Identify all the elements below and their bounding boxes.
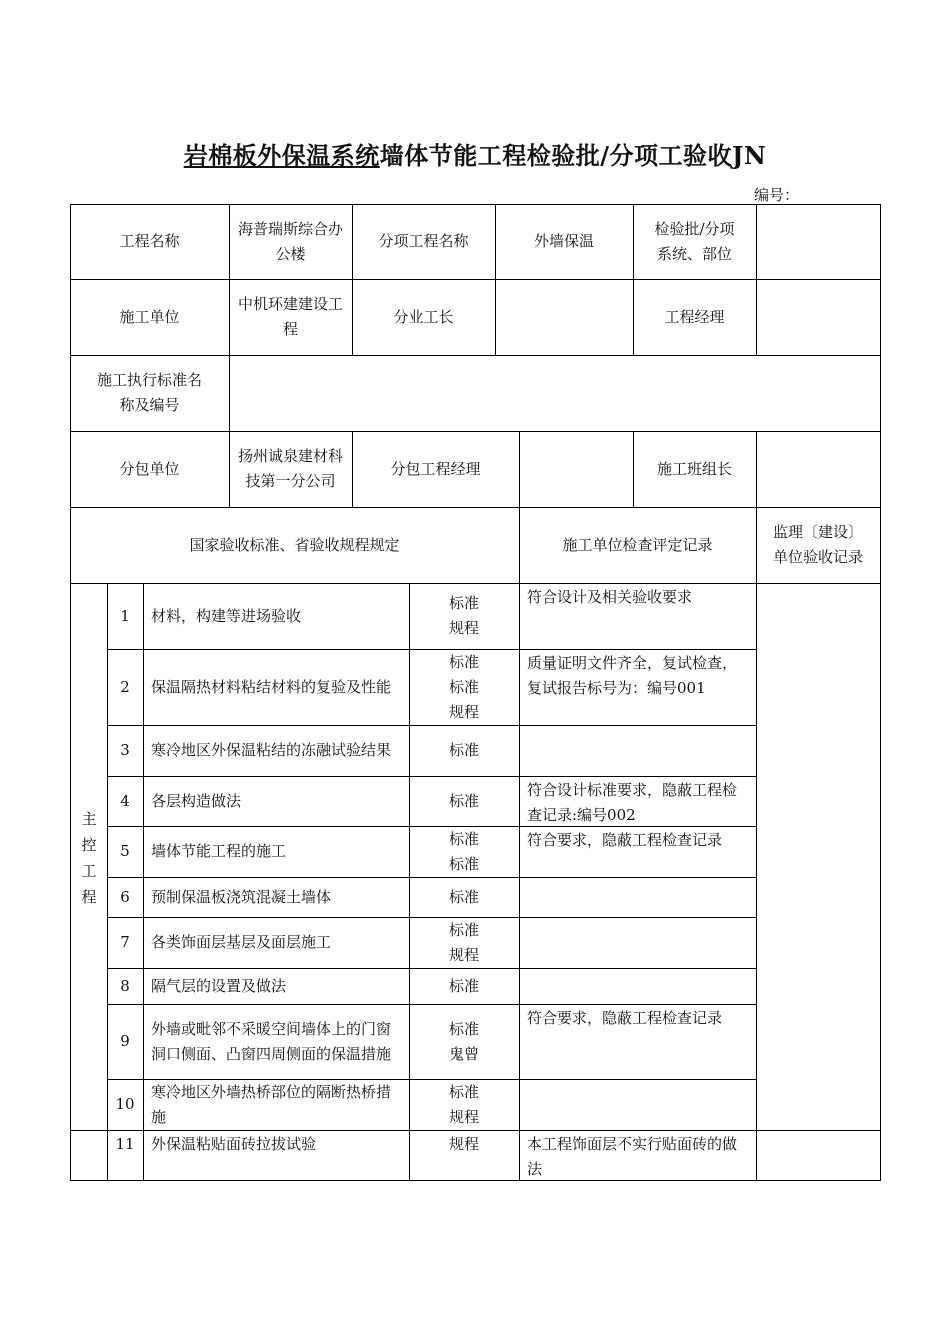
item-description: 保温隔热材料粘结材料的复验及性能 bbox=[151, 677, 392, 696]
page-title bbox=[0, 136, 950, 171]
item-supervisor-record[interactable] bbox=[756, 826, 880, 877]
item-description: 各层构造做法 bbox=[151, 791, 242, 810]
item-basis: 标准 bbox=[448, 887, 479, 906]
item-description: 隔气层的设置及做法 bbox=[151, 976, 287, 995]
item-number: 2 bbox=[120, 677, 130, 696]
item-number: 6 bbox=[120, 887, 130, 906]
item-description: 墙体节能工程的施工 bbox=[151, 842, 287, 860]
item-supervisor-record[interactable] bbox=[756, 649, 880, 725]
item-number: 5 bbox=[120, 842, 130, 860]
subcontractor-label: 分包单位 bbox=[119, 459, 180, 478]
foreman-label: 分业工长 bbox=[393, 307, 454, 326]
item-description: 寒冷地区外墙热桥部位的隔断热桥措施 bbox=[151, 1082, 392, 1126]
project-manager-label: 工程经理 bbox=[664, 307, 725, 326]
item-number: 8 bbox=[120, 976, 130, 995]
item-supervisor-record[interactable] bbox=[756, 776, 880, 826]
item-supervisor-record[interactable] bbox=[756, 968, 880, 1004]
item-basis: 标准 鬼曾 bbox=[448, 1019, 479, 1063]
item-supervisor-record[interactable] bbox=[756, 917, 880, 968]
standard-value[interactable] bbox=[229, 355, 880, 431]
item-record bbox=[519, 725, 756, 776]
item-record bbox=[519, 917, 756, 968]
standard-label: 施工执行标准名称及编号 bbox=[96, 371, 202, 414]
item-number: 9 bbox=[120, 1032, 130, 1050]
project-manager-value[interactable] bbox=[756, 279, 880, 355]
item-record bbox=[519, 877, 756, 917]
item-supervisor-record[interactable] bbox=[756, 1079, 880, 1130]
item-record: 符合要求，隐蔽工程检查记录 bbox=[527, 1009, 723, 1027]
project-name-value: 海普瑞斯综合办公楼 bbox=[237, 219, 343, 263]
item-description: 寒冷地区外保温粘结的冻融试验结果 bbox=[151, 741, 392, 759]
item-basis: 标准 bbox=[448, 976, 479, 995]
item-basis: 标准 规程 bbox=[448, 1082, 479, 1126]
item-record: 符合设计标准要求，隐蔽工程检查记录:编号002 bbox=[527, 781, 738, 824]
sub-manager-value[interactable] bbox=[519, 431, 633, 507]
subcontractor-value: 扬州诚泉建材科技第一分公司 bbox=[237, 447, 343, 490]
group-label-main-control: 主 控 工 程 bbox=[81, 810, 97, 906]
item-record bbox=[519, 968, 756, 1004]
item-record: 本工程饰面层不实行贴面砖的做法 bbox=[527, 1135, 738, 1178]
title-rest: 墙体节能工程检验批/分项工验收JN bbox=[379, 141, 767, 170]
title-underlined: 岩棉板外保温系统 bbox=[183, 141, 380, 170]
item-basis: 标准 标准 规程 bbox=[448, 652, 479, 721]
item-supervisor-record[interactable] bbox=[756, 1004, 880, 1079]
item-record: 符合设计及相关验收要求 bbox=[527, 588, 693, 606]
item-description: 各类饰面层基层及面层施工 bbox=[151, 933, 332, 951]
inspection-batch-label: 检验批/分项系统、部位 bbox=[654, 219, 735, 263]
column-contractor-record: 施工单位检查评定记录 bbox=[562, 535, 713, 554]
item-supervisor-record[interactable] bbox=[756, 725, 880, 776]
item-basis: 标准 规程 bbox=[448, 920, 479, 964]
item-description: 材料，构建等进场验收 bbox=[151, 606, 302, 625]
item-description: 外保温粘贴面砖拉拔试验 bbox=[151, 1135, 317, 1153]
item-basis: 标准 标准 bbox=[448, 829, 479, 873]
item-number: 3 bbox=[120, 741, 130, 759]
column-supervisor-record: 监理〔建设〕单位验收记录 bbox=[772, 523, 863, 566]
item-supervisor-record[interactable] bbox=[756, 877, 880, 917]
item-basis: 标准 bbox=[448, 741, 479, 759]
sub-manager-label: 分包工程经理 bbox=[390, 459, 481, 478]
item-record: 质量证明文件齐全，复试检查，复试报告标号为：编号001 bbox=[527, 654, 738, 697]
item-number: 10 bbox=[115, 1095, 135, 1113]
item-supervisor-record[interactable] bbox=[756, 583, 880, 649]
contractor-label: 施工单位 bbox=[119, 307, 180, 326]
team-leader-label: 施工班组长 bbox=[656, 459, 732, 478]
item-number: 7 bbox=[120, 933, 130, 951]
item-record bbox=[519, 1079, 756, 1130]
item-number: 4 bbox=[120, 791, 130, 810]
contractor-value: 中机环建建设工程 bbox=[237, 295, 343, 338]
item-record: 符合要求，隐蔽工程检查记录 bbox=[527, 831, 723, 849]
subproject-name-label: 分项工程名称 bbox=[378, 232, 469, 250]
item-supervisor-record[interactable] bbox=[756, 1130, 880, 1181]
item-number: 11 bbox=[115, 1135, 135, 1153]
item-basis: 标准 规程 bbox=[448, 594, 479, 637]
column-national-standard: 国家验收标准、省验收规程规定 bbox=[189, 535, 400, 554]
subproject-name-value: 外墙保温 bbox=[533, 232, 594, 250]
foreman-value[interactable] bbox=[495, 279, 633, 355]
serial-number-label: 编号： bbox=[754, 186, 800, 204]
item-basis: 标准 bbox=[448, 791, 479, 810]
team-leader-value[interactable] bbox=[756, 431, 880, 507]
item-basis: 规程 bbox=[448, 1135, 479, 1153]
item-number: 1 bbox=[120, 606, 130, 625]
item-description: 预制保温板浇筑混凝土墙体 bbox=[151, 887, 332, 906]
project-name-label: 工程名称 bbox=[119, 232, 180, 250]
item-description: 外墙或毗邻不采暖空间墙体上的门窗洞口侧面、凸窗四周侧面的保温措施 bbox=[151, 1019, 392, 1063]
inspection-batch-value[interactable] bbox=[756, 204, 880, 279]
